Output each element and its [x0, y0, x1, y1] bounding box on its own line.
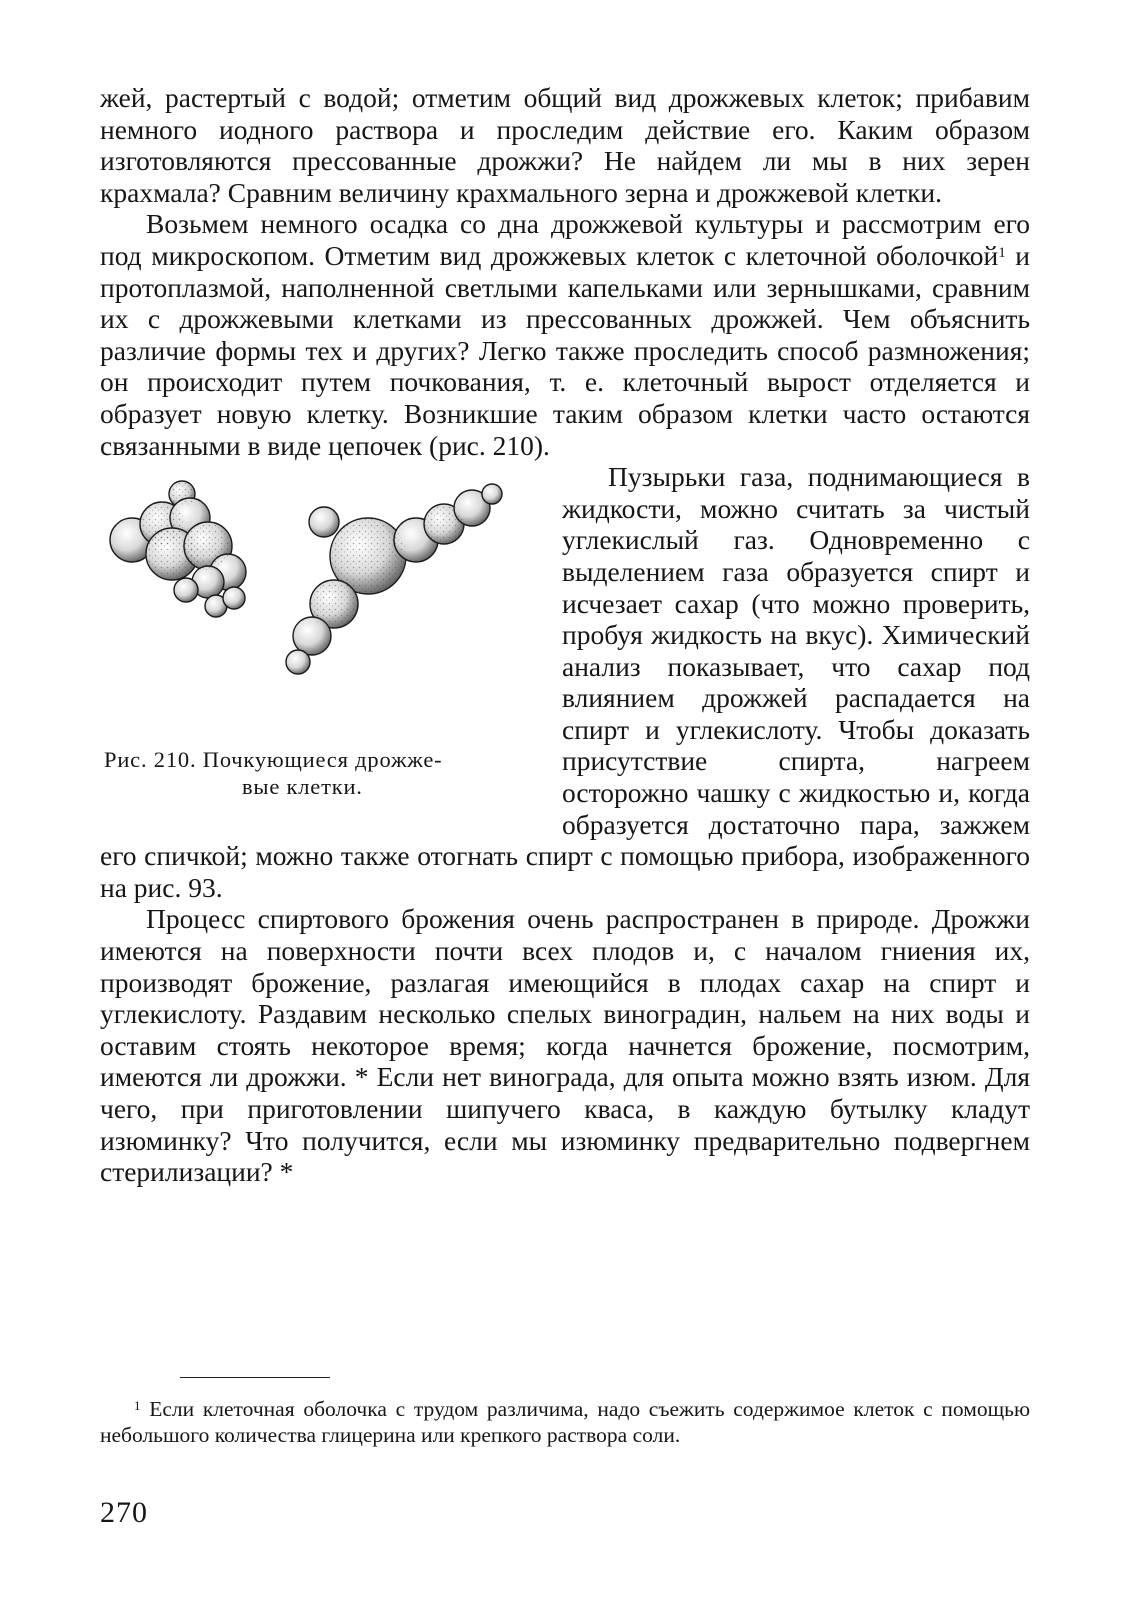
footnote-mark: 1: [134, 1398, 141, 1413]
figure-210: [100, 464, 562, 838]
paragraph-3: Пузырьки газа, поднимающиеся в жидкости, можно считать за чистый углекислый газ. Одновременно с выделением газа образуется спирт и исчезает сахар (что можно проверить, пробуя жидкость на вкус). Химический анализ показывает, что сахар под влиянием дрожжей распадается на спирт и углекислоту. Чтобы доказать присутствие спирта, нагреем осторожно чашку с жидкостью и, когда образуется достаточно пара, зажжем его спичкой; можно также отогнать спирт с помощью прибора, изображенного на рис. 93.: [100, 461, 1030, 903]
page-number: 270: [100, 1496, 148, 1529]
page-body: [100, 82, 1030, 1188]
figure-caption: [104, 746, 534, 800]
caption-line-1: Рис. 210. Почкующиеся дрожже-: [104, 747, 443, 773]
paragraph-2: [100, 208, 1030, 461]
paragraph-2-part-a: Возьмем немного осадка со дна дрожжевой культуры и рассмотрим его под микроскопом. Отметим вид дрожжевых клеток с клеточной оболочкой: [100, 208, 1030, 271]
paragraph-2-part-b: и протоплазмой, наполненной светлыми капельками или зернышками, сравним их с дрожжевыми клетками из прессованных дрожжей. Чем объяснить различие формы тех и других? Легко также проследить способ размножения; он происходит путем почкования, т. е. клеточный вырост отделяется и образует новую клетку. Возникшие таким образом клетки часто остаются связанными в виде цепочек (рис. 210).: [100, 239, 1031, 461]
footnote-divider: [180, 1377, 330, 1378]
right-yeast-chain: [286, 484, 502, 674]
left-yeast-cluster: [110, 481, 246, 617]
footnote-text: Если клеточная оболочка с трудом различима, надо съежить содержимое клеток с помощью небольшого количества глицерина или крепкого раствора соли.: [100, 1397, 1031, 1447]
footnote-reference[interactable]: 1: [998, 244, 1006, 261]
paragraph-1: жей, растертый с водой; отметим общий вид дрожжевых клеток; прибавим немного иодного раствора и проследим действие его. Каким образом изготовляются прессованные дрожжи? Не найдем ли мы в них зерен крахмала? Сравним величину крахмального зерна и дрожжевой клетки.: [100, 82, 1030, 208]
caption-line-2: вые клетки.: [242, 774, 363, 800]
paragraph-4: Процесс спиртового брожения очень распространен в природе. Дрожжи имеются на поверхности почти всех плодов и, с началом гниения их, производят брожение, разлагая имеющийся в плодах сахар на спирт и углекислоту. Раздавим несколько спелых виноградин, нальем на них воды и оставим стоять некоторое время; когда начнется брожение, посмотрим, имеются ли дрожжи. * Если нет винограда, для опыта можно взять изюм. Для чего, при приготовлении шипучего кваса, в каждую бутылку кладут изюминку? Что получится, если мы изюминку предварительно подвергнем стерилизации? *: [100, 903, 1030, 1188]
footnote: [100, 1396, 1030, 1448]
yeast-cells-illustration: [100, 464, 562, 744]
